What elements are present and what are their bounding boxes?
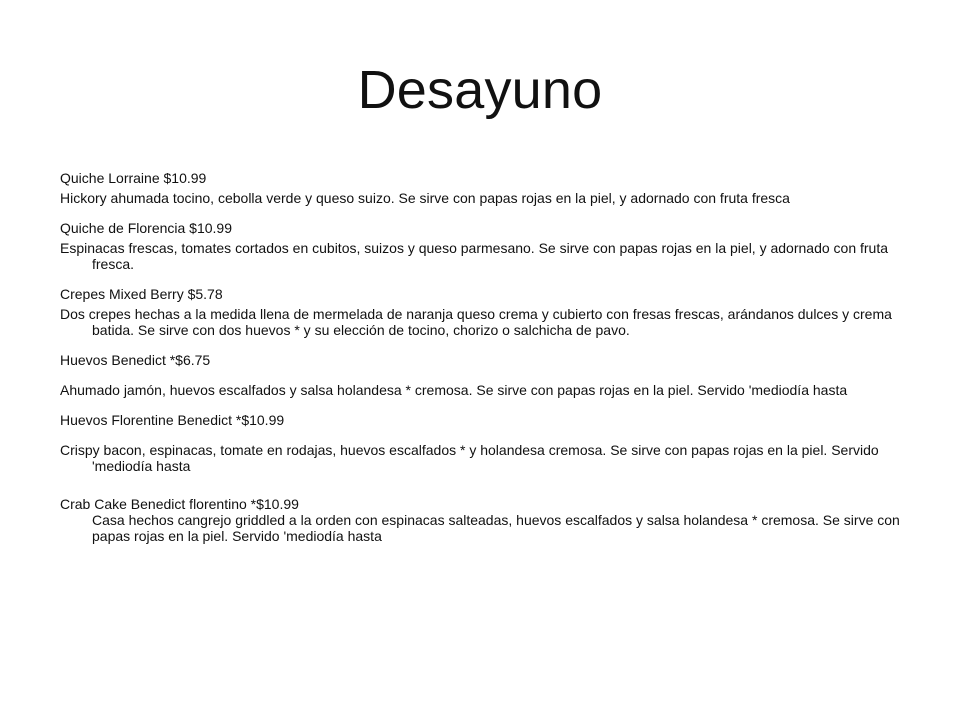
slide-title: Desayuno <box>357 60 603 120</box>
menu-item-quiche-florencia-title: Quiche de Florencia $10.99 <box>60 220 232 236</box>
menu-item-quiche-lorraine-description: Hickory ahumada tocino, cebolla verde y queso suizo. Se sirve con papas rojas en la piel, y adornado con fruta fresca <box>60 190 790 206</box>
menu-item-crab-cake-description: Casa hechos cangrejo griddled a la orden con espinacas salteadas, huevos escalfados y salsa holandesa * cremosa. Se sirve con papas rojas en la piel. Servido 'mediodía hasta <box>92 512 900 544</box>
menu-item-crepes-description: Dos crepes hechas a la medida llena de mermelada de naranja queso crema y cubierto con fresas frescas, arándanos dulces y crema batida. Se sirve con dos huevos * y su elección de tocino, chorizo o salchicha de pavo. <box>60 306 892 338</box>
menu-item-huevos-florentine-title: Huevos Florentine Benedict *$10.99 <box>60 412 285 428</box>
menu-item-quiche-lorraine-title: Quiche Lorraine $10.99 <box>60 170 207 186</box>
menu-item-huevos-benedict-title: Huevos Benedict *$6.75 <box>60 352 211 368</box>
menu-item-crab-cake-title: Crab Cake Benedict florentino *$10.99 <box>60 496 299 512</box>
menu-item-crepes-title: Crepes Mixed Berry $5.78 <box>60 286 223 302</box>
menu-item-quiche-florencia-description: Espinacas frescas, tomates cortados en cubitos, suizos y queso parmesano. Se sirve con papas rojas en la piel, y adornado con fruta fresca. <box>60 240 889 272</box>
menu-item-huevos-florentine-description: Crispy bacon, espinacas, tomate en rodajas, huevos escalfados * y holandesa cremosa. Se sirve con papas rojas en la piel. Servido 'mediodía hasta <box>60 442 879 474</box>
menu-content <box>60 170 905 544</box>
menu-item-huevos-benedict-description: Ahumado jamón, huevos escalfados y salsa holandesa * cremosa. Se sirve con papas rojas en la piel. Servido 'mediodía hasta <box>60 382 848 398</box>
